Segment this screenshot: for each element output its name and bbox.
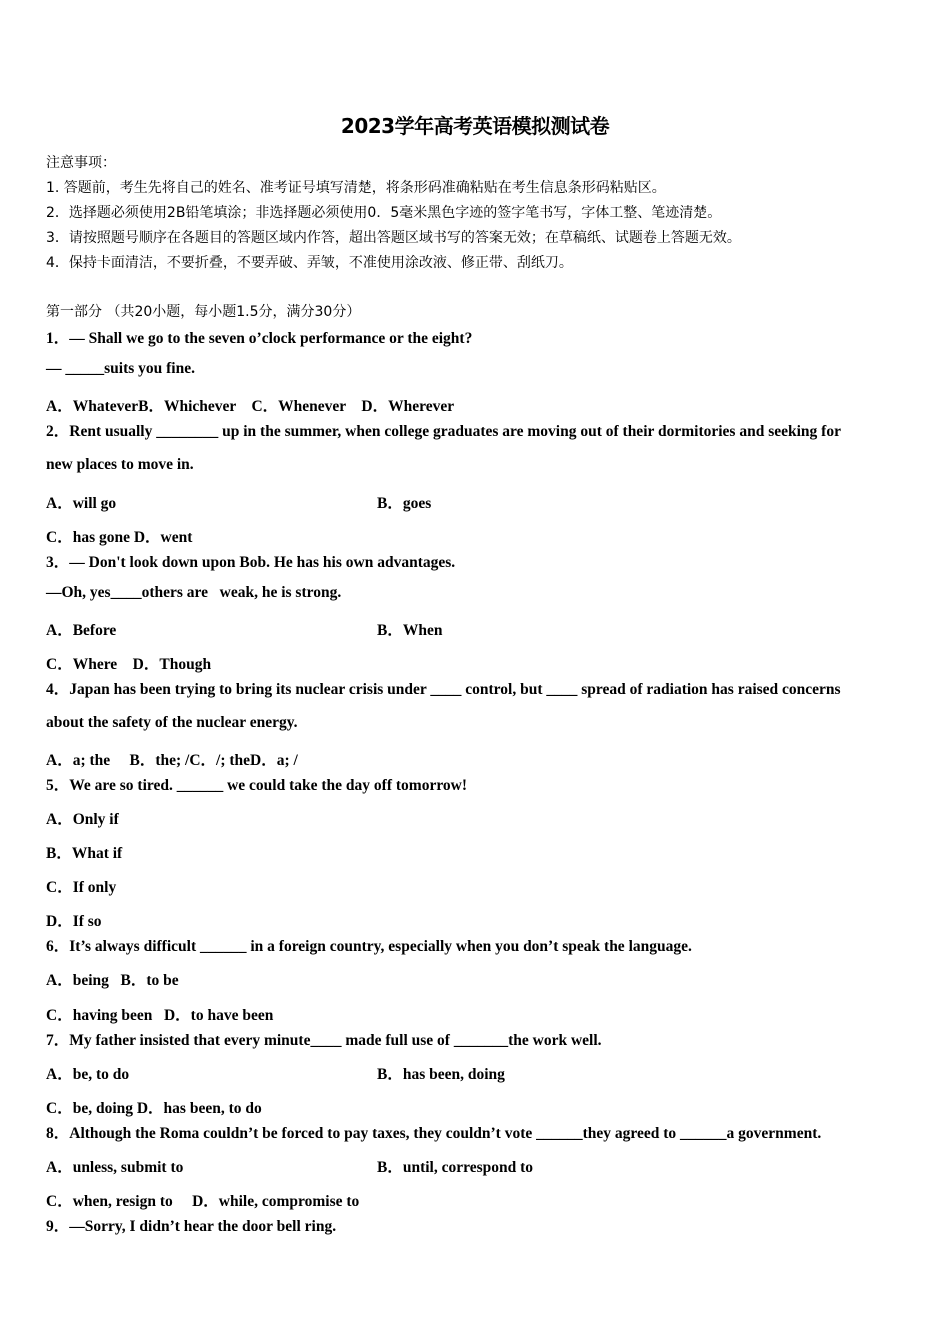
question-1-reply: — _____suits you fine. [46, 360, 195, 377]
question-5-option-c: C．If only [46, 879, 117, 896]
question-5-option-a: A．Only if [46, 811, 119, 828]
notice-item-2: 2．选择题必须使用2B铅笔填涂；非选择题必须使用0．5毫米黑色字迹的签字笔书写，字体工整、笔迹清楚。 [46, 205, 722, 221]
question-8-option-cd: C．when, resign to D．while, compromise to [46, 1193, 360, 1210]
notice-heading: 注意事项： [46, 155, 116, 171]
question-3-option-cd: C．Where D．Though [46, 656, 212, 673]
question-3-option-b: B．When [377, 622, 443, 639]
question-8-option-a: A．unless, submit to [46, 1159, 184, 1176]
page-title: 2023学年高考英语模拟测试卷 [340, 114, 610, 138]
question-6-option-cd: C．having been D．to have been [46, 1007, 274, 1024]
question-7-stem: 7．My father insisted that every minute____ made full use of _______the work well. [46, 1032, 602, 1049]
question-3-reply: —Oh, yes____others are weak, he is strong. [46, 584, 342, 601]
question-3-stem: 3．— Don't look down upon Bob. He has his own advantages. [46, 554, 456, 571]
question-4-stem-cont: about the safety of the nuclear energy. [46, 714, 298, 731]
question-9-stem: 9．—Sorry, I didn’t hear the door bell ring. [46, 1218, 337, 1235]
question-2-option-cd: C．has gone D．went [46, 529, 193, 546]
question-1-stem: 1．— Shall we go to the seven o’clock performance or the eight? [46, 330, 473, 347]
question-6-stem: 6．It’s always difficult ______ in a foreign country, especially when you don’t speak the language. [46, 938, 692, 955]
notice-item-4: 4．保持卡面清洁，不要折叠，不要弄破、弄皱，不准使用涂改液、修正带、刮纸刀。 [46, 255, 573, 271]
notice-item-3: 3．请按照题号顺序在各题目的答题区域内作答，超出答题区域书写的答案无效；在草稿纸、试题卷上答题无效。 [46, 230, 741, 246]
question-8-option-b: B．until, correspond to [377, 1159, 534, 1176]
question-2-stem: 2．Rent usually ________ up in the summer, when college graduates are moving out of their dormitories and seeking for [46, 423, 841, 440]
question-2-stem-cont: new places to move in. [46, 456, 194, 473]
question-2-option-a: A．will go [46, 495, 117, 512]
question-1-options: A．WhateverB．Whichever C．Whenever D．Wherever [46, 398, 455, 415]
question-6-option-ab: A．being B．to be [46, 972, 179, 989]
question-5-stem: 5．We are so tired. ______ we could take the day off tomorrow! [46, 777, 468, 794]
section-heading: 第一部分 （共20小题，每小题1.5分，满分30分） [46, 304, 361, 320]
notice-item-1: 1. 答题前，考生先将自己的姓名、准考证号填写清楚，将条形码准确粘贴在考生信息条形码粘贴区。 [46, 180, 666, 196]
question-4-stem: 4．Japan has been trying to bring its nuclear crisis under ____ control, but ____ spread of radiation has raised concerns [46, 681, 841, 698]
question-4-options: A．a; the B．the; /C．/; theD．a; / [46, 752, 298, 769]
question-5-option-b: B．What if [46, 845, 123, 862]
question-8-stem: 8．Although the Roma couldn’t be forced to pay taxes, they couldn’t vote ______they agreed to ______a government. [46, 1125, 822, 1142]
question-3-option-a: A．Before [46, 622, 117, 639]
question-5-option-d: D．If so [46, 913, 102, 930]
question-7-option-b: B．has been, doing [377, 1066, 505, 1083]
question-2-option-b: B．goes [377, 495, 432, 512]
question-7-option-cd: C．be, doing D．has been, to do [46, 1100, 262, 1117]
question-7-option-a: A．be, to do [46, 1066, 130, 1083]
